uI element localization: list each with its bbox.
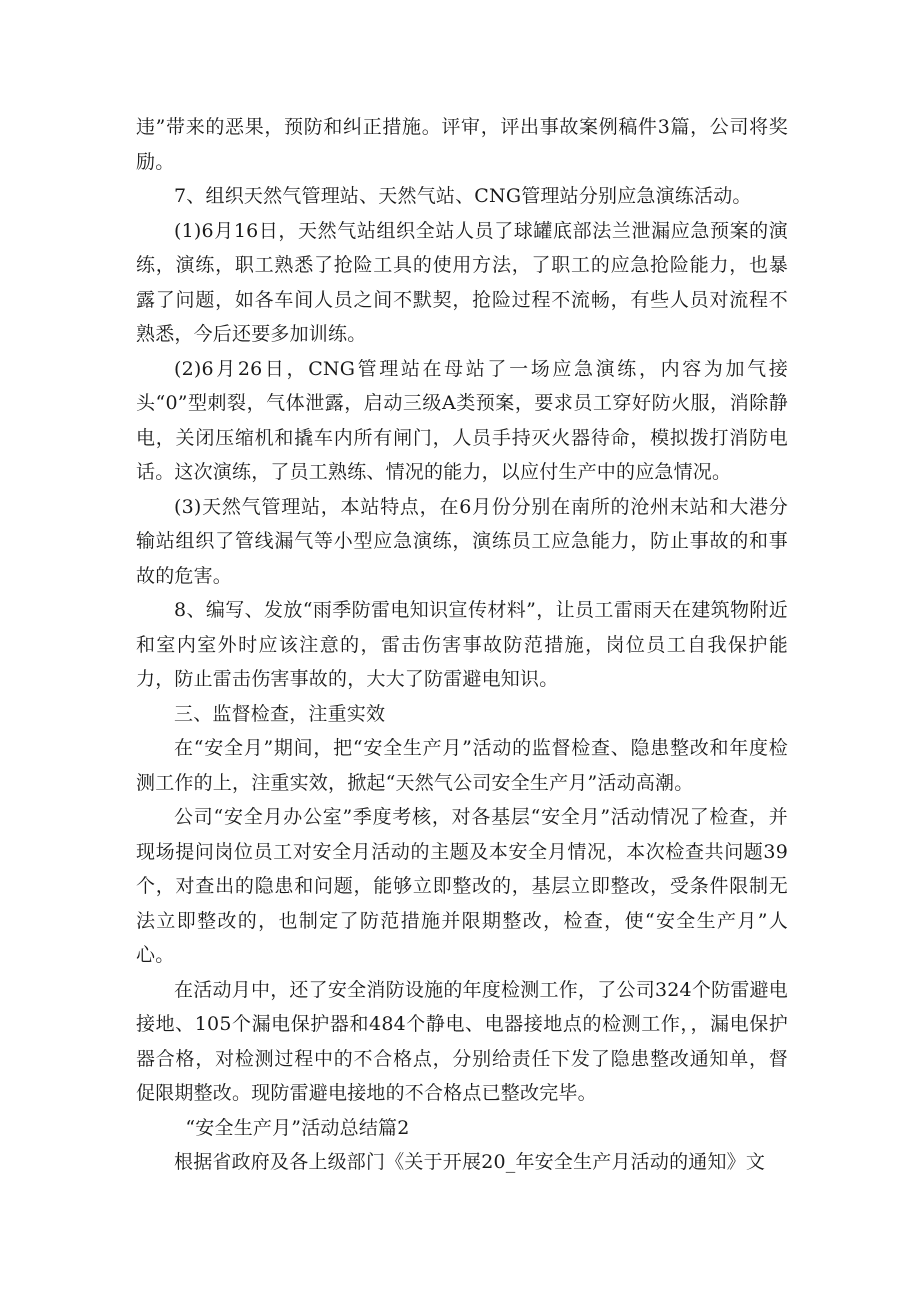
paragraph-drill-2: (2)6月26日，CNG管理站在母站了一场应急演练，内容为加气接头“0”型刺裂，气体泄露，启动三级A类预案，要求员工穿好防火服，消除静电，关闭压缩机和撬车内所有闸门，人员手持灭火器待命，模拟拨打消防电话。这次演练，了员工熟练、情况的能力，以应付生产中的应急情况。: [136, 357, 788, 483]
paragraph-drill-1: (1)6月16日，天然气站组织全站人员了球罐底部法兰泄漏应急预案的演练，演练，职工熟悉了抢险工具的使用方法，了职工的应急抢险能力，也暴露了问题，如各车间人员之间不默契，抢险过程不流畅，有些人员对流程不熟悉，今后还要多加训练。: [136, 219, 788, 345]
document-body: [136, 110, 788, 1180]
paragraph-inspection-results: 公司“安全月办公室”季度考核，对各基层“安全月”活动情况了检查，并现场提问岗位员工对安全月活动的主题及本安全月情况，本次检查共问题39个，对查出的隐患和问题，能够立即整改的，基层立即整改，受条件限制无法立即整改的，也制定了防范措施并限期整改，检查，使“安全生产月”人心。: [136, 806, 788, 966]
paragraph-item-8: 8、编写、发放“雨季防雷电知识宣传材料”，让员工雷雨天在建筑物附近和室内室外时应该注意的，雷击伤害事故防范措施，岗位员工自我保护能力，防止雷击伤害事故的，大大了防雷避电知识。: [136, 599, 788, 690]
paragraph-item-7: 7、组织天然气管理站、天然气站、CNG管理站分别应急演练活动。: [174, 185, 752, 207]
paragraph-drill-3: (3)天然气管理站，本站特点，在6月份分别在南所的沧州末站和大港分输站组织了管线漏气等小型应急演练，演练员工应急能力，防止事故的和事故的危害。: [136, 495, 788, 587]
summary-title-2: “安全生产月”活动总结篇2: [185, 1116, 410, 1139]
paragraph-testing: 在活动月中，还了安全消防设施的年度检测工作，了公司324个防雷避电接地、105个漏电保护器和484个静电、电器接地点的检测工作，，漏电保护器合格，对检测过程中的不合格点，分别给责任下发了隐患整改通知单，督促限期整改。现防雷避电接地的不合格点已整改完毕。: [136, 978, 788, 1104]
section-heading-3: 三、监督检查，注重实效: [174, 702, 386, 725]
paragraph-continuation: 违”带来的恶果，预防和纠正措施。评审，评出事故案例稿件3篇，公司将奖励。: [136, 116, 788, 173]
paragraph-summary-2-start: 根据省政府及各上级部门《关于开展20_年安全生产月活动的通知》文: [174, 1151, 766, 1173]
paragraph-inspection-intro: 在“安全月”期间，把“安全生产月”活动的监督检查、隐患整改和年度检测工作的上，注重实效，掀起“天然气公司安全生产月”活动高潮。: [136, 737, 788, 794]
